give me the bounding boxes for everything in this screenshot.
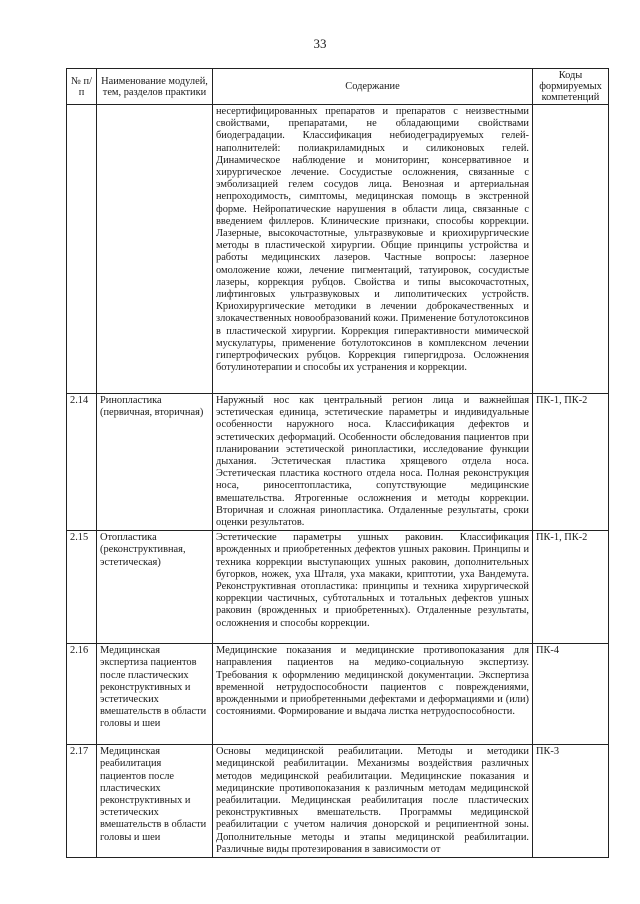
row-name: Медицинская реабилитация пациентов после пластических реконструктивных и эстетических вмешательств в области головы и шеи (97, 745, 213, 858)
header-name: Наименование модулей, тем, разделов практики (97, 69, 213, 105)
row-name: Ринопластика (первичная, вторичная) (97, 394, 213, 531)
row-num: 2.14 (67, 394, 97, 531)
row-num: 2.16 (67, 644, 97, 745)
row-num (67, 105, 97, 394)
header-num: № п/п (67, 69, 97, 105)
table-row (67, 644, 609, 745)
row-content: Наружный нос как центральный регион лица и важнейшая эстетическая единица, эстетические параметры и индивидуальные особенности наружного носа. Классификация дефектов и эстетических деформаций. Особенности обследования пациентов при планировании эстетической ринопластики, исследование функции дыхания. Эстетическая пластика хрящевого отдела носа. Эстетическая пластика костного отдела носа. Полная реконструкция носа, риносептопластика, сопутствующие медицинские вмешательства. Ятрогенные осложнения и методы коррекции. Вторичная и сложная ринопластика. Отдаленные результаты, сроки оценки результатов. (213, 394, 533, 531)
page-number: 33 (313, 36, 327, 51)
row-name: Медицинская экспертиза пациентов после пластических реконструктивных и эстетических вмешательств в области головы и шеи (97, 644, 213, 745)
row-codes: ПК-1, ПК-2 (533, 394, 609, 531)
row-num: 2.15 (67, 531, 97, 644)
row-num: 2.17 (67, 745, 97, 858)
table-header-row (67, 69, 609, 105)
row-content: Основы медицинской реабилитации. Методы и методики медицинской реабилитации. Механизмы воздействия различных методов медицинской реабилитации. Медицинские показания и медицинские противопоказания к различным методам медицинской реабилитации. Медицинская реабилитация после пластических реконструктивных вмешательств. Программы медицинской реабилитации с учетом наличия донорской и реципиентной зоны. Дополнительные методы и этапы медицинской реабилитации. Различные виды протезирования в зависимости от (213, 745, 533, 858)
row-content: Медицинские показания и медицинские противопоказания для направления пациентов на медико-социальную экспертизу. Требования к оформлению медицинской документации. Экспертиза временной нетрудоспособности пациентов с повреждениями, врожденными и приобретенными дефектами и деформациями и (или) состояниями. Формирование и выдача листка нетрудоспособности. (213, 644, 533, 745)
header-codes: Коды формируемых компетенций (533, 69, 609, 105)
table-row (67, 531, 609, 644)
row-codes: ПК-4 (533, 644, 609, 745)
curriculum-table (66, 68, 609, 858)
header-content: Содержание (213, 69, 533, 105)
row-codes: ПК-3 (533, 745, 609, 858)
row-name: Отопластика (реконструктивная, эстетическая) (97, 531, 213, 644)
row-content: Эстетические параметры ушных раковин. Классификация врожденных и приобретенных дефектов ушных раковин. Принципы и техника коррекции выступающих ушных раковин, дополнительных бугорков, ножек, уха Шталя, уха макаки, криптотии, уха Вандемута. Реконструктивная отопластика: принципы и техника хирургической коррекции частичных, субтотальных и тотальных дефектов ушных раковин (врожденных и приобретенных). Отдаленные результаты, осложнения и способы коррекции. (213, 531, 533, 644)
row-content: несертифицированных препаратов и препаратов с неизвестными свойствами, препаратами, не обладающими свойствами биодеградации. Классификация небиодеградируемых гелей-наполнителей: полиакриламидных и силиконовых гелей. Динамическое наблюдение и мониторинг, консервативное и хирургическое лечение. Сосудистые осложнения, связанные с эмболизацией гелем сосудов лица. Венозная и артериальная непроходимость, симптомы, медицинская помощь в экстренной форме. Нейропатические нарушения в области лица, связанные с введением филлеров. Клинические признаки, способы коррекции. Лазерные, высокочастотные, ультразвуковые и криохирургические методы в пластической хирургии. Общие принципы устройства и работы медицинских лазеров. Частные вопросы: лазерное омоложение кожи, лечение пигментаций, татуировок, сосудистые лазеры, коррекция рубцов. Свойства и типы высокочастотных, лифтинговых ультразвуковых и липолитических устройств. Криохирургические методики в лечении доброкачественных и злокачественных новообразований кожи. Применение ботулотоксинов в пластической хирургии. Коррекция гиперактивности мимической мускулатуры, применение ботулотоксинов в комплексном лечении гипертрофических рубцов. Коррекция гипергидроза. Осложнения ботулинотерапии и способы их устранения и коррекции. (213, 105, 533, 394)
table-row (67, 745, 609, 858)
table-row (67, 394, 609, 531)
row-codes (533, 105, 609, 394)
row-name (97, 105, 213, 394)
table-row (67, 105, 609, 394)
row-codes: ПК-1, ПК-2 (533, 531, 609, 644)
